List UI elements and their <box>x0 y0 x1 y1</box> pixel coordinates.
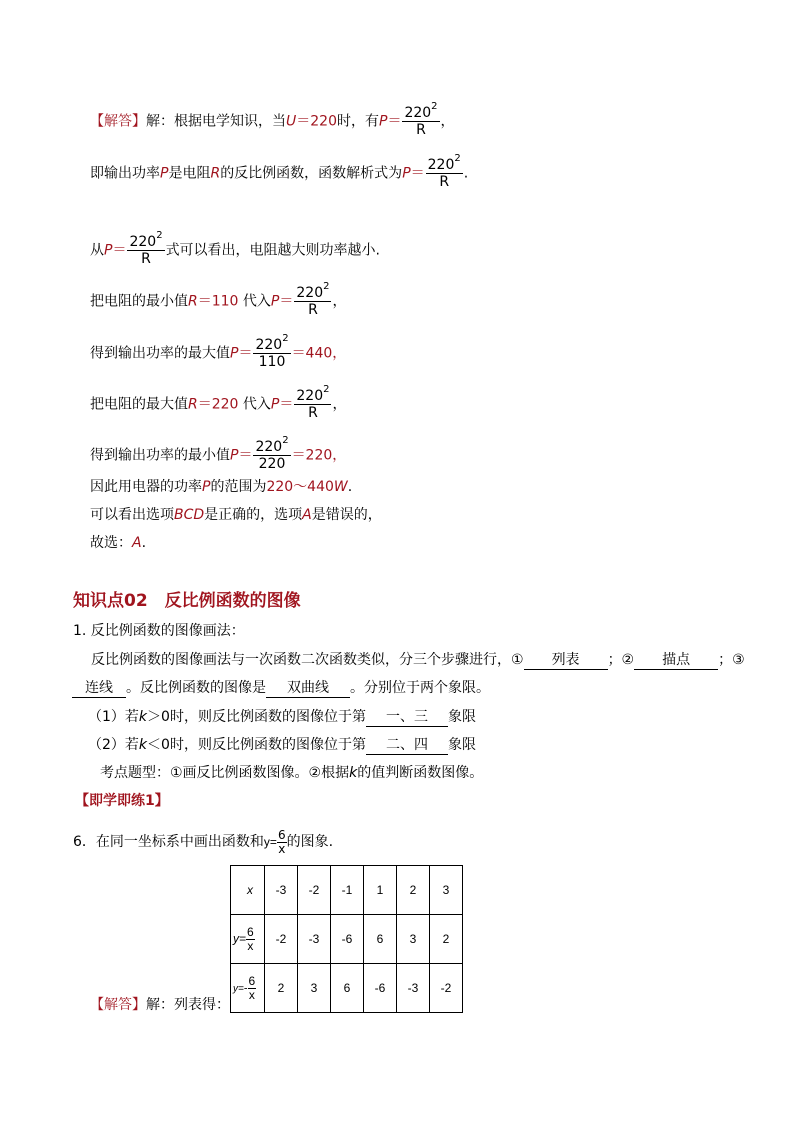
solution-line-4: 把电阻的最小值R＝110 代入P＝ $\frac{220^2}{R}$ ， <box>90 281 347 318</box>
table-cell: -1 <box>331 866 364 915</box>
table-cell-y1-label: y= $\frac{6}{x}$ <box>231 915 265 964</box>
table-row <box>231 915 463 964</box>
fraction: $\frac{220^2}{220}$ <box>255 435 289 472</box>
solution-line-7: 得到输出功率的最小值P＝ $\frac{220^2}{220}$ ＝220， <box>90 435 347 472</box>
blank-list: 列表 <box>524 651 608 670</box>
solution-line-9: 可以看出选项BCD是正确的，选项A是错误的， <box>90 507 382 523</box>
fraction: $\frac{220^2}{R}$ <box>129 230 163 267</box>
fraction: $\frac{220^2}{R}$ <box>296 281 330 318</box>
table-cell: -2 <box>265 915 298 964</box>
blank-hyperbola: 双曲线 <box>266 679 350 698</box>
table-cell: -3 <box>298 915 331 964</box>
fraction: $\frac{220^2}{110}$ <box>255 333 289 370</box>
section-title: 知识点02 反比例函数的图像 <box>73 591 301 611</box>
table-cell: 3 <box>430 866 463 915</box>
answer-line: 【解答】解：列表得： <box>90 997 230 1013</box>
fraction: $\frac{220^2}{R}$ <box>427 153 461 190</box>
fraction: $\frac{220^2}{R}$ <box>404 101 438 138</box>
table-cell: 1 <box>364 866 397 915</box>
value-table <box>230 865 463 1013</box>
solution-line-2: 即输出功率P是电阻R的反比例函数，函数解析式为P＝ $\frac{220^2}{R}$ . <box>90 153 469 190</box>
blank-quadrant-1-3: 一、三 <box>366 708 448 727</box>
table-cell: 2 <box>265 964 298 1013</box>
case-k-positive: （1）若k＞0时，则反比例函数的图像位于第 一、三 象限 <box>88 709 476 725</box>
case-k-negative: （2）若k＜0时，则反比例函数的图像位于第 二、四 象限 <box>88 737 476 753</box>
table-row <box>231 866 463 915</box>
table-cell: -6 <box>364 964 397 1013</box>
solution-line-8: 因此用电器的功率P的范围为220～440W. <box>90 479 353 495</box>
table-cell: 6 <box>331 964 364 1013</box>
table-cell: -2 <box>298 866 331 915</box>
table-cell-x-label: x <box>231 866 265 915</box>
blank-quadrant-2-4: 二、四 <box>366 736 448 755</box>
blank-plot: 描点 <box>634 651 718 670</box>
table-cell: 3 <box>298 964 331 1013</box>
solution-line-6: 把电阻的最大值R＝220 代入P＝ $\frac{220^2}{R}$ ， <box>90 384 347 421</box>
table-cell: 2 <box>397 866 430 915</box>
fraction: $\frac{6}{x}$ <box>277 827 286 856</box>
method-paragraph-line-2: 连线 。反比例函数的图像是 双曲线 。分别位于两个象限。 <box>72 678 490 698</box>
table-cell: -3 <box>265 866 298 915</box>
table-cell: 6 <box>364 915 397 964</box>
method-title: 1. 反比例函数的图像画法： <box>73 623 245 639</box>
table-cell: -6 <box>331 915 364 964</box>
exam-types: 考点题型：①画反比例函数图像。②根据k的值判断函数图像。 <box>100 765 484 781</box>
table-cell: 2 <box>430 915 463 964</box>
answer-tag: 【解答】 <box>90 997 146 1013</box>
table-cell: -3 <box>397 964 430 1013</box>
practice-title: 【即学即练1】 <box>75 793 169 809</box>
solution-line-3: 从P＝ $\frac{220^2}{R}$ 式可以看出，电阻越大则功率越小. <box>90 230 381 267</box>
table-row <box>231 964 463 1013</box>
method-paragraph-line-1: 反比例函数的图像画法与一次函数二次函数类似，分三个步骤进行，① 列表 ；② 描点 ；③ <box>91 652 745 668</box>
solution-line-1: 【解答】解：根据电学知识，当U＝220时，有P＝ $\frac{220^2}{R}$ ， <box>90 101 455 138</box>
solution-line-10: 故选：A. <box>90 535 147 551</box>
question-6: 6．在同一坐标系中画出函数和y= $\frac{6}{x}$ 的图象. <box>73 827 334 856</box>
answer-tag: 【解答】 <box>90 113 146 130</box>
solution-line-5: 得到输出功率的最大值P＝ $\frac{220^2}{110}$ ＝440， <box>90 333 347 370</box>
fraction: $\frac{220^2}{R}$ <box>296 384 330 421</box>
table-cell-y2-label: y=- $\frac{6}{x}$ <box>231 964 265 1013</box>
table-cell: -2 <box>430 964 463 1013</box>
table-cell: 3 <box>397 915 430 964</box>
blank-connect: 连线 <box>72 679 126 698</box>
